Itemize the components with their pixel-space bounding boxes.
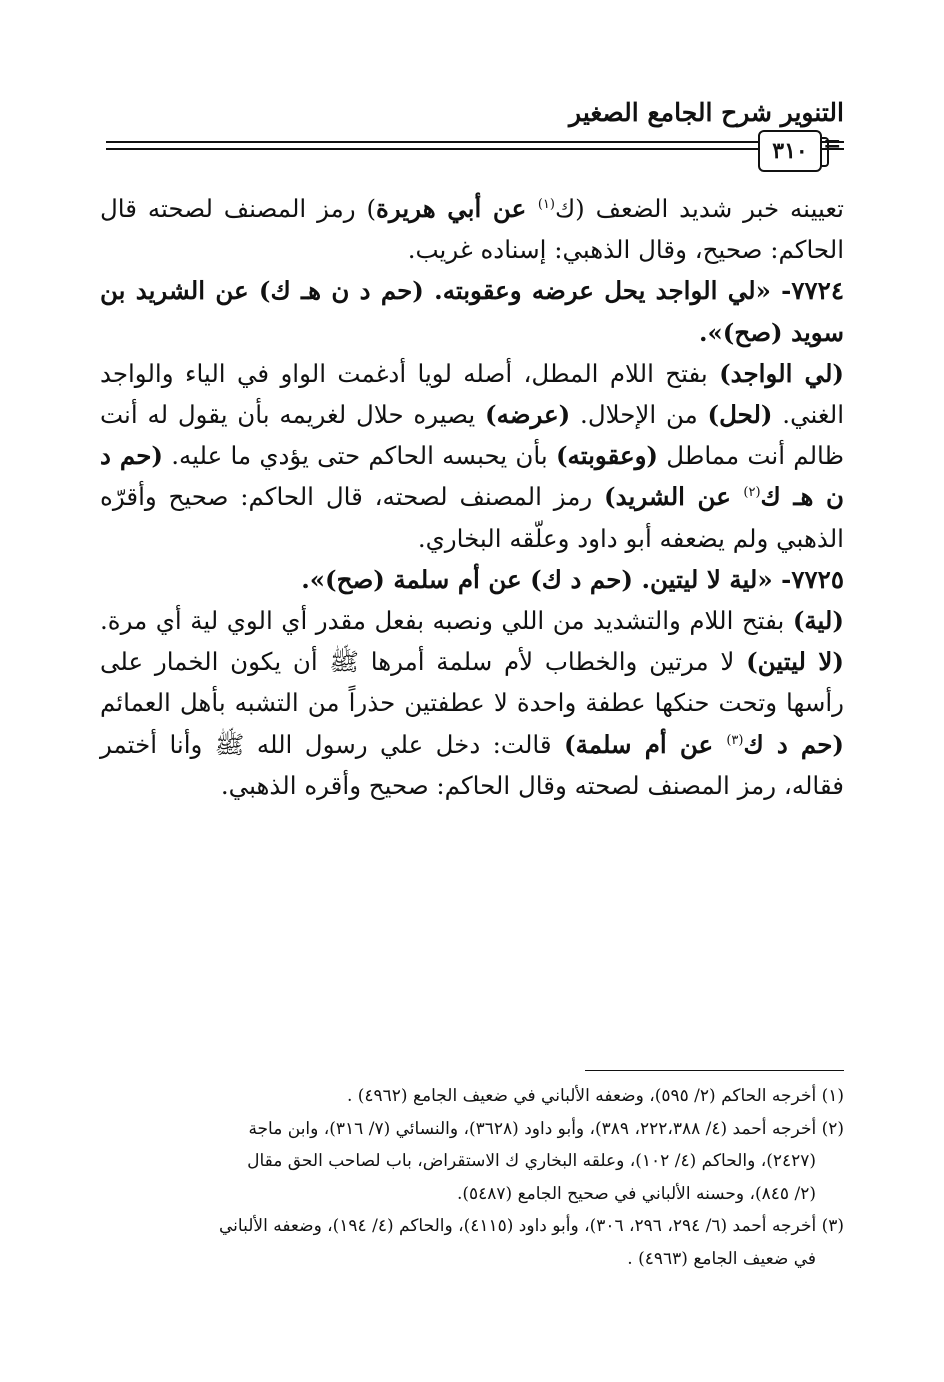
hadith-7724: ٧٧٢٤- «لي الواجد يحل عرضه وعقوبته. (حم د ن هـ ك) عن الشريد بن سويد (صح)». <box>100 276 844 347</box>
footnote-3-line-1: (٣) أخرجه أحمد (٦/ ٢٩٤، ٢٩٦، ٣٠٦)، وأبو داود (٤١١٥)، والحاكم (٤/ ١٩٤)، وضعفه الألباني <box>219 1216 844 1236</box>
hadith-7725: ٧٧٢٥- «لية لا ليتين. (حم د ك) عن أم سلمة (صح)». <box>301 564 844 594</box>
page-number: ٣١٠ <box>758 130 822 172</box>
footnote-ref-1: (١) <box>537 196 555 212</box>
footnote-1: (١) أخرجه الحاكم (٢/ ٥٩٥)، وضعفه الألباني في ضعيف الجامع (٤٩٦٢) . <box>346 1086 844 1106</box>
footnote-2-line-2: (٢٤٢٧)، والحاكم (٤/ ١٠٢)، وعلقه البخاري ك الاستقراض، باب لصاحب الحق مقال <box>247 1151 816 1171</box>
header-rule-top <box>106 141 844 143</box>
paragraph-commentary-7724: (لي الواجد) بفتح اللام المطل، أصله لويا أدغمت الواو في الياء والواجد الغني. (لحل) من الإحلال. (عرضه) يصيره حلال لغريمه بأن يقول له أنت ظالم أنت مماطل (وعقوبته) بأن يحبسه الحاكم حتى يؤدي ما عليه. (حم د ن هـ ك$^{(٢)}$ عن الشريد) رمز المصنف لصحته، قال الحاكم: صحيح وأقرّه الذهبي ولم يضعفه أبو داود وعلّقه البخاري. <box>100 358 845 553</box>
paragraph-commentary-7725: (لية) بفتح اللام والتشديد من اللي ونصبه بفعل مقدر أي الوي لية أي مرة. (لا ليتين) لا مرتين والخطاب لأم سلمة أمرها ﷺ أن يكون الخمار على رأسها وتحت حنكها عطفة واحدة لا عطفتين حذراً من التشبه بأهل العمائم (حم د ك$^{(٣)}$ عن أم سلمة) قالت: دخل علي رسول الله ﷺ وأنا أختمر فقاله، رمز المصنف لصحته وقال الحاكم: صحيح وأقره الذهبي. <box>100 606 844 800</box>
footnote-2-line-1: (٢) أخرجه أحمد (٤/ ٢٢٢،٣٨٨، ٣٨٩)، وأبو داود (٣٦٢٨)، والنسائي (٧/ ٣١٦)، وابن ماجة <box>248 1118 844 1139</box>
running-header-title: التنوير شرح الجامع الصغير <box>569 98 844 127</box>
header-rule-bottom <box>106 148 844 150</box>
footnote-separator <box>585 1070 844 1071</box>
footnote-ref-2: (٢) <box>743 485 761 501</box>
footnote-3-line-2: في ضعيف الجامع (٤٩٦٣) . <box>627 1248 816 1269</box>
footnote-2-line-3: (٢/ ٨٤٥)، وحسنه الألباني في صحيح الجامع (٥٤٨٧). <box>456 1183 816 1204</box>
main-text <box>100 188 844 806</box>
footnote-ref-3: (٣) <box>726 732 744 748</box>
footnotes <box>100 1080 844 1275</box>
paragraph-1: تعيينه خبر شديد الضعف (ك$^{(١)}$ عن أبي هريرة) رمز المصنف لصحته قال الحاكم: صحيح، وقال الذهبي: إسناده غريب. <box>100 194 844 265</box>
header-ornament: = <box>823 131 842 157</box>
